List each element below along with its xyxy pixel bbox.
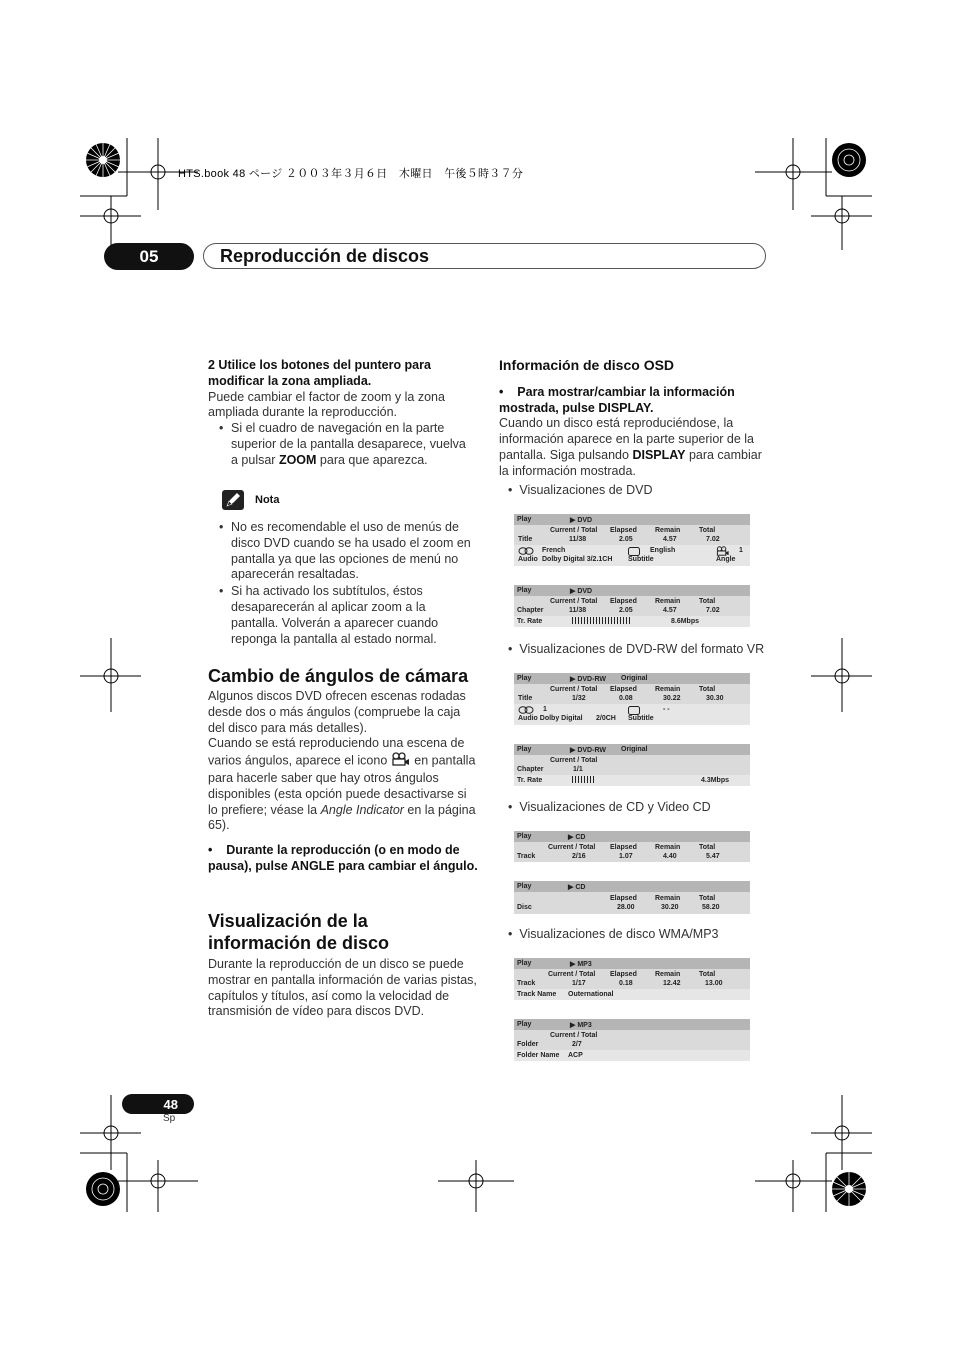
angles-heading: Cambio de ángulos de cámara	[208, 666, 469, 686]
note-item: • No es recomendable el uso de menús de disco DVD cuando se ha usado el zoom en pantalla ya que las opciones de menú no aparecerán resaltadas.	[219, 520, 471, 582]
starburst-mark	[86, 143, 120, 177]
chapter-title: Reproducción de discos	[220, 246, 430, 266]
step2-bullet: • Si el cuadro de navegación en la parte superior de la pantalla desaparece, vuelva a pulsar ZOOM para que aparezca.	[219, 421, 466, 467]
osd-instruction: • Para mostrar/cambiar la información mostrada, pulse DISPLAY.	[499, 384, 735, 415]
print-header-line: HTS.book 48 ページ ２００３年３月６日 木曜日 午後５時３７分	[178, 168, 524, 180]
osd-cd-disc-screen: Play ▶ CD Elapsed Remain Total Disc 28.00 30.20 58.20	[514, 881, 750, 914]
osd-mp3-folder-screen: Play ▶ MP3 Current / Total Folder 2/7 Folder Name ACP	[514, 1019, 750, 1061]
note-item: • Si ha activado los subtítulos, éstos desaparecerán al aplicar zoom a la pantalla. Volverán a aparecer cuando reponga la pantalla al estado normal.	[219, 584, 439, 646]
osd-cd-track-screen: Play ▶ CD Current / Total Elapsed Remain Total Track 2/16 1.07 4.40 5.47	[514, 831, 750, 862]
camera-angle-icon	[391, 752, 411, 771]
osd-dvdrw-chapter-screen: Play ▶ DVD-RW Original Current / Total Chapter 1/1 Tr. Rate 4.3Mbps	[514, 744, 750, 786]
info-section	[208, 910, 478, 1020]
osd-dvd-chapter-screen: Play ▶ DVD Current / Total Elapsed Remain Total Chapter 11/38 2.05 4.57 7.02 Tr. Rate 8.6Mbps	[514, 585, 750, 627]
osd-bullet-dvdrw: • Visualizaciones de DVD-RW del formato VR	[508, 642, 765, 656]
step2-body: Puede cambiar el factor de zoom y la zona ampliada durante la reproducción.	[208, 389, 445, 420]
bitrate-meter	[572, 617, 632, 624]
osd-bullet-cd: • Visualizaciones de CD y Video CD	[508, 800, 711, 814]
info-paragraph: Durante la reproducción de un disco se puede mostrar en pantalla información de varias pistas, capítulos y títulos, así como la velocidad de transmisión de vídeo para discos DVD.	[208, 957, 477, 1019]
angles-paragraph-2: Cuando se está reproduciendo una escena de varios ángulos, aparece el icono en pantalla para hacerle saber que hay otros ángulos disponibles (esta opción puede desactivarse si lo prefiere; véase la Angle Indicator en la página 65).	[208, 736, 476, 833]
osd-dvdrw-title-screen: Play ▶ DVD-RW Original Current / Total Elapsed Remain Total Title 1/32 0.08 30.22 30.30 1 - - Audio Dolby Digital 2/0CH Subtitle	[514, 673, 750, 725]
right-column	[499, 358, 765, 480]
osd-mp3-track-screen: Play ▶ MP3 Current / Total Elapsed Remain Total Track 1/17 0.18 12.42 13.00 Track Name Outernational	[514, 958, 750, 1000]
chapter-number-badge: 05	[104, 243, 194, 270]
language-code: Sp	[163, 1113, 176, 1124]
bitrate-meter	[572, 776, 596, 783]
angles-paragraph-1: Algunos discos DVD ofrecen escenas rodadas desde dos o más ángulos (compruebe la caja del disco para más detalles).	[208, 689, 466, 735]
note-list	[208, 520, 476, 647]
info-heading-line-1: Visualización de la	[208, 911, 368, 931]
osd-dvd-title-screen: Play ▶ DVD Current / Total Elapsed Remain Total Title 11/38 2.05 4.57 7.02 French English 1 Audio Dolby Digital 3/2.1CH Subtitle Angle	[514, 514, 750, 566]
info-heading-line-2: información de disco	[208, 933, 390, 953]
page-number-badge: 48	[122, 1094, 194, 1114]
note-label: Nota	[255, 494, 280, 506]
osd-paragraph: Cuando un disco está reproduciéndose, la información aparece en la parte superior de la pantalla. Siga pulsando DISPLAY para cambiar la información mostrada.	[499, 416, 762, 478]
angles-section	[208, 665, 478, 875]
step2-heading: 2 Utilice los botones del puntero para modificar la zona ampliada.	[208, 358, 431, 388]
left-column	[208, 358, 476, 469]
osd-bullet-dvd: • Visualizaciones de DVD	[508, 483, 653, 497]
note-pencil-icon	[222, 490, 244, 510]
osd-heading: Información de disco OSD	[499, 357, 675, 373]
angles-instruction: • Durante la reproducción (o en modo de pausa), pulse ANGLE para cambiar el ángulo.	[208, 843, 478, 873]
osd-bullet-mp3: • Visualizaciones de disco WMA/MP3	[508, 927, 719, 941]
